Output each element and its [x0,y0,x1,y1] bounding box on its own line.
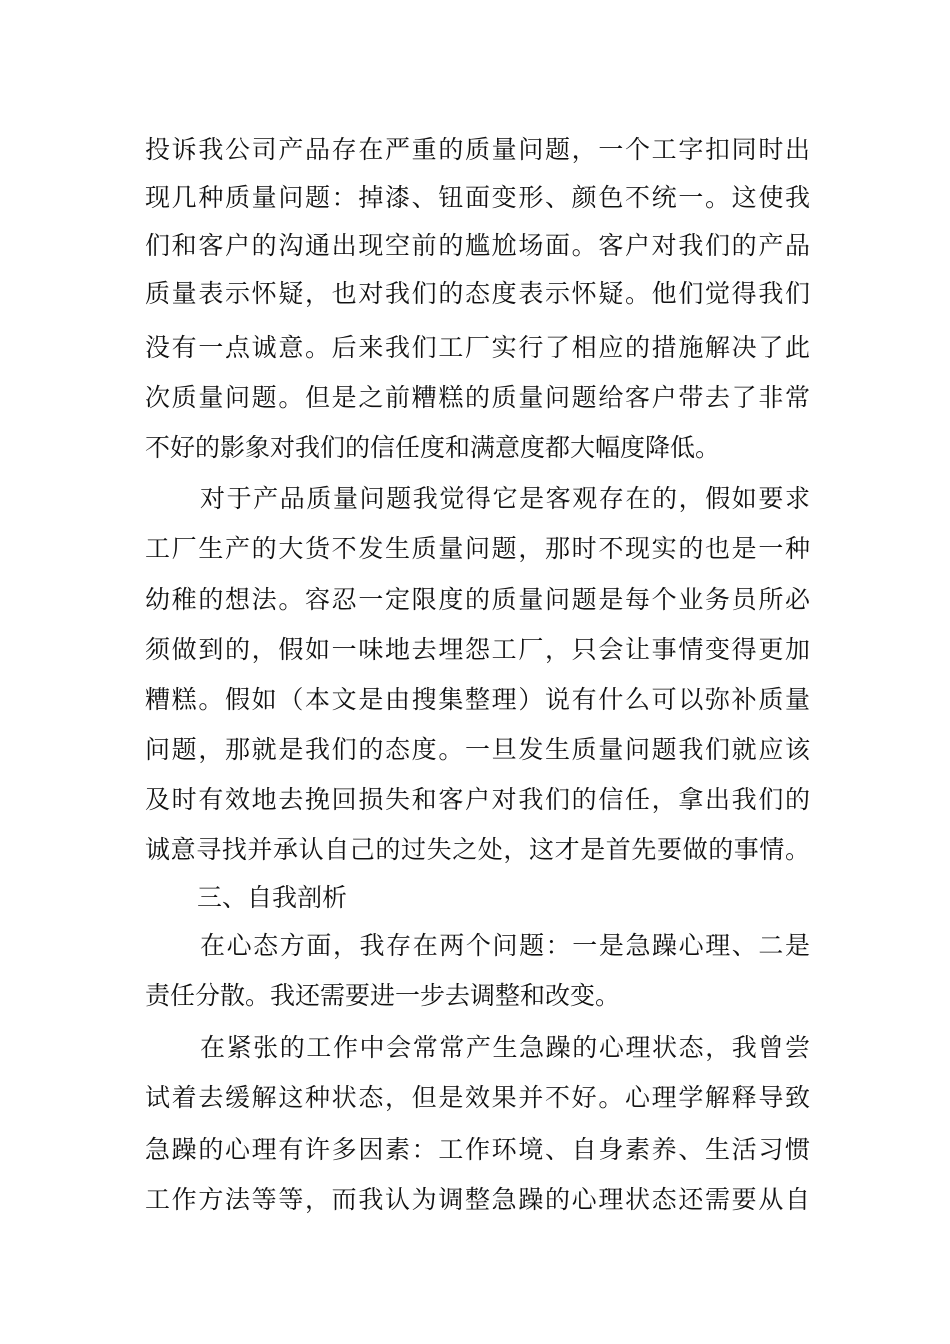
paragraph-line: 工作方法等等，而我认为调整急躁的心理状态还需要从自 [145,1185,810,1214]
paragraph-line: 在紧张的工作中会常常产生急躁的心理状态，我曾尝 [200,1033,810,1062]
paragraph-line: 质量表示怀疑，也对我们的态度表示怀疑。他们觉得我们 [145,279,810,308]
paragraph-line: 问题，那就是我们的态度。一旦发生质量问题我们就应该 [145,735,810,764]
paragraph-line: 现几种质量问题：掉漆、钮面变形、颜色不统一。这使我 [145,183,810,212]
paragraph-line: 幼稚的想法。容忍一定限度的质量问题是每个业务员所必 [145,585,810,614]
paragraph-line: 在心态方面，我存在两个问题：一是急躁心理、二是 [200,931,810,960]
paragraph-line: 责任分散。我还需要进一步去调整和改变。 [145,981,621,1010]
paragraph-line: 须做到的，假如一味地去埋怨工厂，只会让事情变得更加 [145,635,810,664]
section-heading: 三、自我剖析 [197,883,348,912]
paragraph-line: 们和客户的沟通出现空前的尴尬场面。客户对我们的产品 [145,231,810,260]
paragraph-line: 没有一点诚意。后来我们工厂实行了相应的措施解决了此 [145,333,810,362]
paragraph-line: 投诉我公司产品存在严重的质量问题，一个工字扣同时出 [145,135,810,164]
paragraph-line: 及时有效地去挽回损失和客户对我们的信任，拿出我们的 [145,785,810,814]
paragraph-line: 对于产品质量问题我觉得它是客观存在的，假如要求 [200,484,810,513]
paragraph-line: 急躁的心理有许多因素：工作环境、自身素养、生活习惯 [145,1135,810,1164]
paragraph-line: 糟糕。假如（本文是由搜集整理）说有什么可以弥补质量 [145,685,810,714]
paragraph-line: 次质量问题。但是之前糟糕的质量问题给客户带去了非常 [145,383,810,412]
paragraph-line: 试着去缓解这种状态，但是效果并不好。心理学解释导致 [145,1083,810,1112]
paragraph-line: 工厂生产的大货不发生质量问题，那时不现实的也是一种 [145,534,810,563]
paragraph-line: 诚意寻找并承认自己的过失之处，这才是首先要做的事情。 [145,835,810,864]
paragraph-line: 不好的影象对我们的信任度和满意度都大幅度降低。 [145,433,721,462]
